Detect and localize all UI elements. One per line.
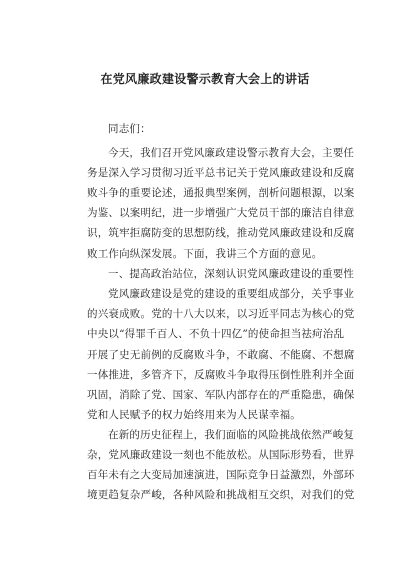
body-line: 一、提高政治站位，深刻认识党风廉政建设的重要性: [108, 268, 355, 280]
body-line: 务是深入学习贯彻习近平总书记关于党风廉政建设和反腐: [87, 167, 355, 179]
body-line: 识，筑牢拒腐防变的思想防线，推动党风廉政建设和反腐: [87, 227, 355, 239]
body-line: 杂，党风廉政建设一刻也不能放松。从国际形势看，世界: [87, 449, 355, 461]
body-line: 为鉴、以案明纪，进一步增强广大党员干部的廉洁自律意: [87, 207, 355, 219]
body-line: 在新的历史征程上，我们面临的风险挑战依然严峻复: [108, 429, 355, 441]
body-line: 巩固，消除了党、国家、军队内部存在的严重隐患，确保: [87, 389, 355, 401]
body-line: 党风廉政建设是党的建设的重要组成部分，关乎事业: [108, 288, 355, 300]
document-title: 在党风廉政建设警示教育大会上的讲话: [100, 72, 310, 86]
body-line: 境更趋复杂严峻，各种风险和挑战相互交织，对我们的党: [87, 489, 355, 501]
body-line: 的兴衰成败。党的十八大以来，以习近平同志为核心的党: [87, 308, 355, 320]
body-line: 百年未有之大变局加速演进，国际竞争日益激烈，外部环: [87, 469, 355, 481]
body-line: 败工作向纵深发展。下面，我讲三个方面的意见。: [87, 248, 323, 260]
body-line: 党和人民赋予的权力始终用来为人民谋幸福。: [87, 409, 301, 421]
body-line: 开展了史无前例的反腐败斗争，不敢腐、不能腐、不想腐: [87, 349, 355, 361]
body-line: 败斗争的重要论述，通报典型案例，剖析问题根源，以案: [87, 187, 355, 199]
body-line: 同志们：: [108, 123, 151, 135]
body-line: 今天，我们召开党风廉政建设警示教育大会，主要任: [108, 147, 355, 159]
body-line: 一体推进，多管齐下，反腐败斗争取得压倒性胜利并全面: [87, 369, 355, 381]
body-line: 中央以“得罪千百人、不负十四亿”的使命担当祛疴治乱: [87, 328, 345, 340]
